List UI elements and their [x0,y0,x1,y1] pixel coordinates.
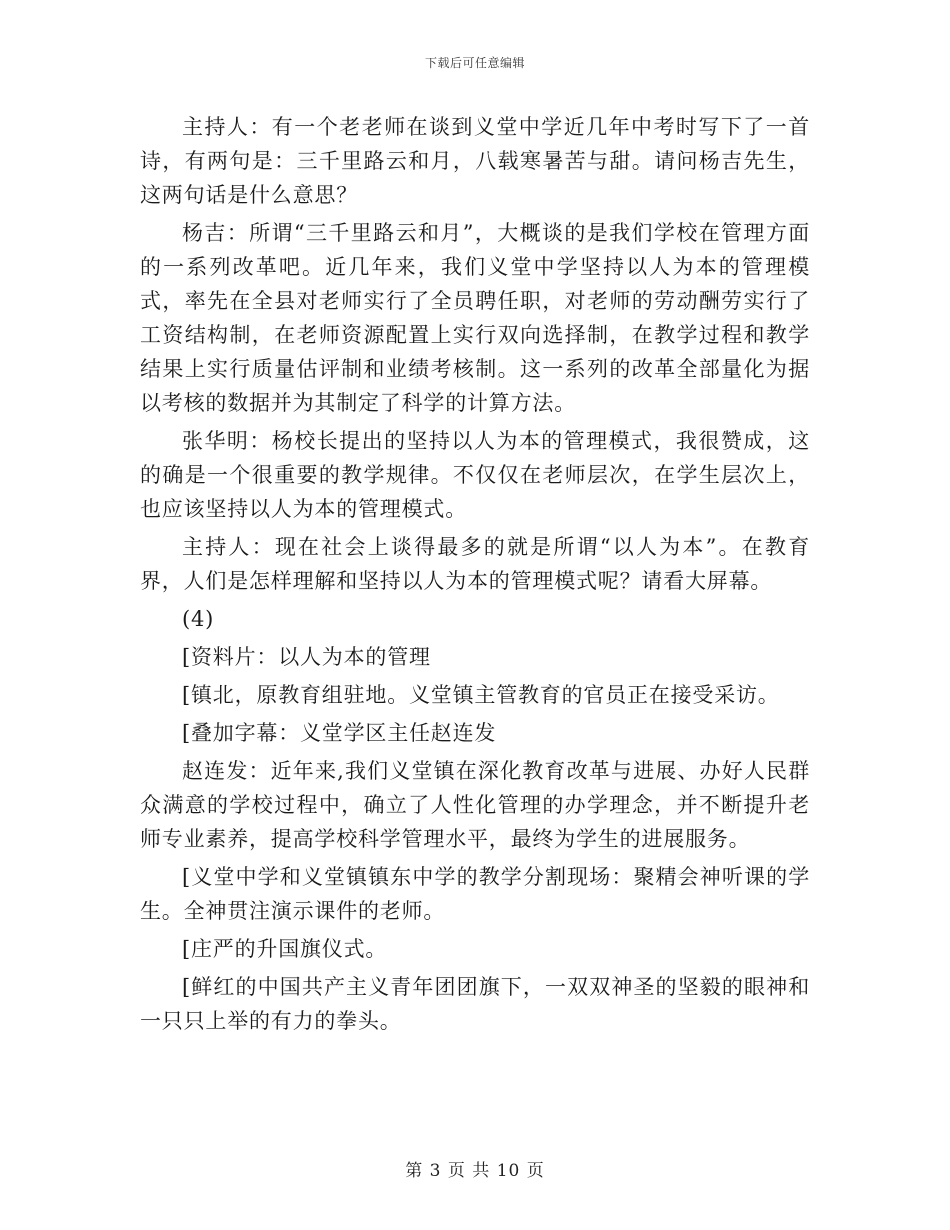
paragraph-scene-league-flag: [鲜红的中国共产主义青年团团旗下，一双双神圣的坚毅的眼神和一只只上举的有力的拳头。 [140,975,810,1033]
document-body [140,110,810,1038]
paragraph-scene-classroom: [义堂中学和义堂镇镇东中学的教学分割现场：聚精会神听课的学生。全神贯注演示课件的老师。 [140,865,810,923]
header-note: 下载后可任意编辑 [424,56,525,70]
paragraph-scene-flag: [庄严的升国旗仪式。 [182,937,388,961]
paragraph-host-question: 主持人：有一个老老师在谈到义堂中学近几年中考时写下了一首诗，有两句是：三千里路云和月，八载寒暑苦与甜。请问杨吉先生，这两句话是什么意思？ [140,115,810,207]
paragraph-footage-title: [资料片：以人为本的管理 [182,645,431,669]
page-number-footer: 第 3 页 共 10 页 [405,1161,545,1181]
paragraph-zhaolianfa: 赵连发：近年来,我们义堂镇在深化教育改革与进展、办好人民群众满意的学校过程中，确立了人性化管理的办学理念，并不断提升老师专业素养，提高学校科学管理水平，最终为学生的进展服务。 [140,759,810,851]
paragraph-zhanghuaming: 张华明：杨校长提出的坚持以人为本的管理模式，我很赞成，这的确是一个很重要的教学规律。不仅仅在老师层次，在学生层次上，也应该坚持以人为本的管理模式。 [140,429,810,521]
paragraph-caption-overlay: [叠加字幕：义堂学区主任赵连发 [182,721,497,745]
paragraph-section-number: (4) [182,607,215,631]
paragraph-yangji-answer: 杨吉：所谓“三千里路云和月”，大概谈的是我们学校在管理方面的一系列改革吧。近几年来，我们义堂中学坚持以人为本的管理模式，率先在全县对老师实行了全员聘任职，对老师的劳动酬劳实行了工资结构制，在老师资源配置上实行双向选择制，在教学过程和教学结果上实行质量估评制和业绩考核制。这一系列的改革全部量化为据以考核的数据并为其制定了科学的计算方法。 [140,221,810,415]
paragraph-scene-zhenbei: [镇北，原教育组驻地。义堂镇主管教育的官员正在接受采访。 [182,683,780,707]
paragraph-host-followup: 主持人：现在社会上谈得最多的就是所谓“以人为本”。在教育界，人们是怎样理解和坚持以人为本的管理模式呢？请看大屏幕。 [140,535,810,593]
